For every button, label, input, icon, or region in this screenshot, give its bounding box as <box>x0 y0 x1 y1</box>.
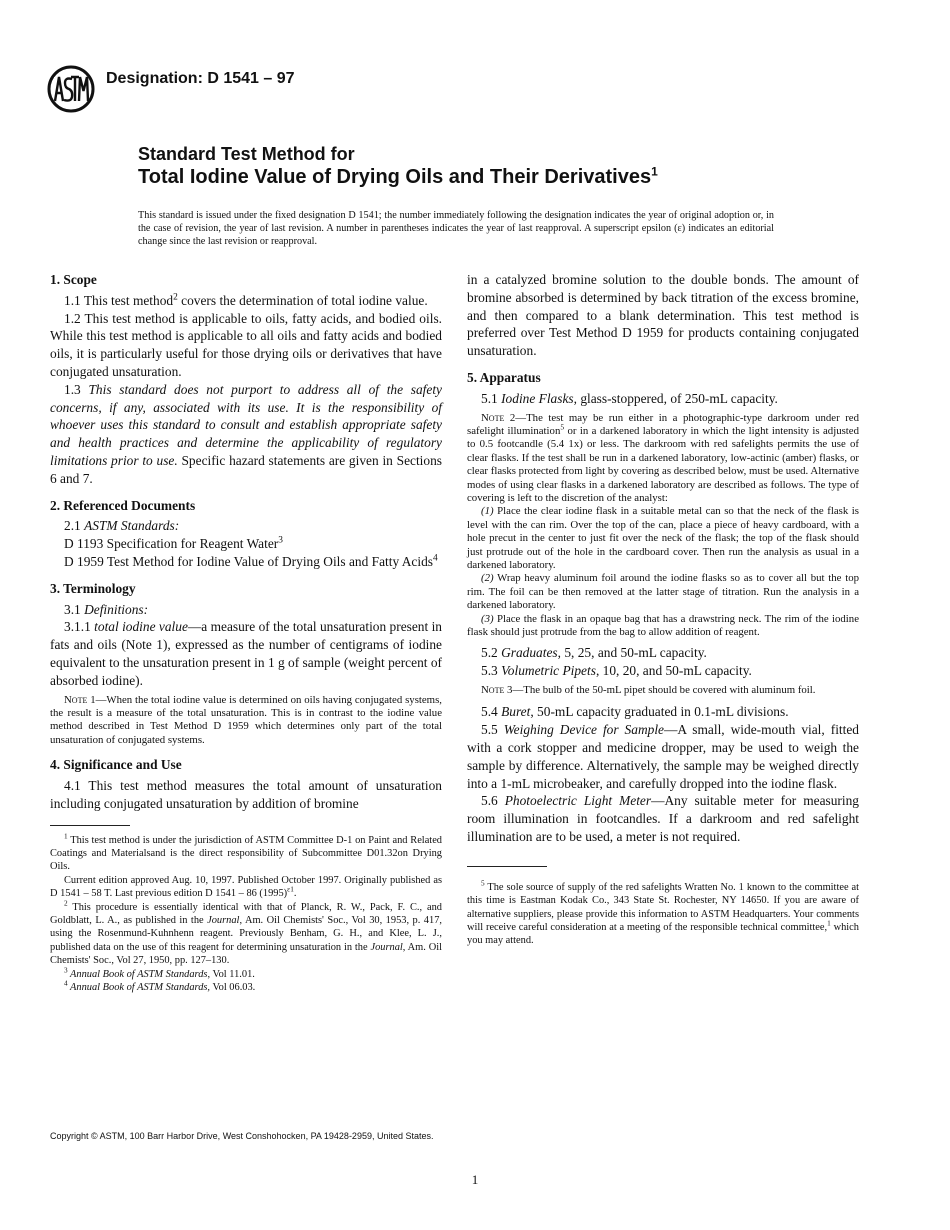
footnote-divider <box>50 825 130 826</box>
astm-logo-icon <box>46 64 96 114</box>
paragraph-3-1-1: 3.1.1 total iodine value—a measure of the total unsaturation present in fats and oils (Note 1), expressed as the number of centigrams of iodine equivalent to the unsaturation present in 1 g of sample (weight percent of absorbed iodine). <box>50 619 442 688</box>
standard-notice: This standard is issued under the fixed designation D 1541; the number immediately following the designation indicates the year of original adoption or, in the case of revision, the year of last revision. A number in parentheses indicates the year of last reapproval. A superscript epsilon (ε) indicates an editorial change since the last revision or reapproval. <box>138 210 774 247</box>
section-heading-scope: 1. Scope <box>50 272 97 287</box>
paragraph-4-1: 4.1 This test method measures the total amount of unsaturation including conjugated unsaturation by addition of bromine <box>50 777 442 811</box>
paragraph-5-4: 5.4 Buret, 50-mL capacity graduated in 0.1-mL divisions. <box>481 704 789 720</box>
paragraph-5-5: 5.5 Weighing Device for Sample—A small, wide-mouth vial, fitted with a cork stopper and medicine dropper, may be used to weigh the sample by difference. Alternatively, the sample may be weighed directly into a 1-mL microbeaker, and carefully dropped into the iodine flask. <box>467 722 859 791</box>
title-footnote-mark: 1 <box>651 164 658 179</box>
paragraph-4-1-continued: in a catalyzed bromine solution to the double bonds. The amount of bromine absorbed is determined by back titration of the excess bromine, and then compared to a blank determination. This test method is preferred over Test Method D 1959 for products containing conjugated unsaturation. <box>467 272 859 359</box>
section-heading-terminology: 3. Terminology <box>50 580 136 596</box>
copyright: Copyright © ASTM, 100 Barr Harbor Drive, West Conshohocken, PA 19428-2959, United States. <box>50 1131 434 1141</box>
note-1: Note 1—When the total iodine value is determined on oils having conjugated systems, the result is a measure of the total unsaturation. This is in contrast to the iodine value method described in Test Method D 1959 which determines only part of the total unsaturation of conjugated systems. <box>50 693 442 746</box>
paragraph-5-3: 5.3 Volumetric Pipets, 10, 20, and 50-mL capacity. <box>481 663 752 679</box>
footnote-3: $^3$ Annual Book of ASTM Standards, Vol 11.01. <box>64 966 255 980</box>
section-heading-apparatus: 5. Apparatus <box>467 369 541 385</box>
note-2: Note 2—The test may be run either in a photographic-type darkroom under red safelight illumination$^5$ or in a darkened laboratory in which the light intensity is adjusted to 0.5 footcandle (5.4 1x) or less. The darkroom with red safelights permits the use of clear flasks. If the test shall be run in a darkened laboratory, low-actinic (amber) flasks, or clear flasks protected from light by covering as described below, must be used. Alternative modes of using clear flasks in a darkened laboratory are described as follows. The type of covering is left to the discretion of the analyst: <box>467 411 859 505</box>
footnote-4: $^4$ Annual Book of ASTM Standards, Vol 06.03. <box>64 979 256 994</box>
paragraph-1-3: 1.3 This standard does not purport to address all of the safety concerns, if any, associated with its use. It is the responsibility of whoever uses this standard to consult and establish appropriate safety and health practices and determine the applicability of regulatory limitations prior to use. Specific hazard statements are given in Sections 6 and 7. <box>50 381 442 486</box>
note-3: Note 3—The bulb of the 50-mL pipet should be covered with aluminum foil. <box>481 684 816 697</box>
note-2-item-3: (3) Place the flask in an opaque bag that has a drawstring neck. The rim of the iodine flask should just protrude from the bag to allow addition of reagent. <box>467 612 859 639</box>
reference-d1193: D 1193 Specification for Reagent Water$^3$ <box>64 535 283 552</box>
title-line-2: Total Iodine Value of Drying Oils and Their Derivatives$^1$ <box>138 164 658 188</box>
paragraph-1-2: 1.2 This test method is applicable to oils, fatty acids, and bodied oils. While this test method is applicable to all oils and fatty acids and bodied oils, it is particularly useful for those drying oils or derivatives that have conjugated unsaturation. <box>50 310 442 379</box>
paragraph-5-2: 5.2 Graduates, 5, 25, and 50-mL capacity. <box>481 645 707 661</box>
paragraph-5-1: 5.1 Iodine Flasks, glass-stoppered, of 250-mL capacity. <box>481 390 778 406</box>
designation: Designation: D 1541 – 97 <box>106 70 295 87</box>
section-heading-referenced-documents: 2. Referenced Documents <box>50 497 196 513</box>
paragraph-5-6: 5.6 Photoelectric Light Meter—Any suitable meter for measuring room illumination in footcandles. If a darkroom and red safelight illumination are to be used, a meter is not required. <box>467 793 859 845</box>
footnote-divider-right <box>467 866 547 867</box>
note-2-item-2: (2) Wrap heavy aluminum foil around the iodine flasks so as to cover all but the top rim. The foil can be then removed at the latter stage of titration. Run the analysis in a darkened laboratory. <box>467 572 859 612</box>
reference-d1959: D 1959 Test Method for Iodine Value of Drying Oils and Fatty Acids$^4$ <box>64 553 438 569</box>
page-number: 1 <box>471 1172 479 1187</box>
right-column <box>467 271 859 948</box>
footnote-2: $^2$ This procedure is essentially identical with that of Planck, R. W., Pack, F. C., and Goldblatt, L. A., as published in the Journal, Am. Oil Chemists' Soc., Vol 30, 1953, p. 417, using the Rosenmund-Kuhnhenn reagent. Previously Benham, G. H., and Klee, L. J., published data on the use of this reagent for determining unsaturation in the Journal, Am. Oil Chemists' Soc., Vol 27, 1950, pp. 127–130. <box>50 899 442 967</box>
paragraph-3-1: 3.1 Definitions: <box>64 601 149 617</box>
footnote-5: $^5$ The sole source of supply of the red safelights Wratten No. 1 known to the committee at this time is Eastman Kodak Co., 343 State St. Rochester, NY 14650. If you are aware of alternative suppliers, please provide this information to ASTM Headquarters. Your comments will receive careful consideration at a meeting of the responsible technical committee,$^1$ which you may attend. <box>467 879 859 947</box>
title-line-1: Standard Test Method for <box>138 144 355 164</box>
left-column <box>50 271 442 994</box>
section-heading-significance: 4. Significance and Use <box>50 757 182 773</box>
note-2-item-1: (1) Place the clear iodine flask in a suitable metal can so that the neck of the flask is level with the can rim. Over the top of the can, place a piece of heavy cardboard, with a hole precut in the center to just fit over the neck of the flask; the top of the flask should just protrude out of the hole in the cardboard cover. Then run the analysis as usual in a darkened laboratory. <box>467 505 859 572</box>
paragraph-2-1: 2.1 ASTM Standards: <box>64 518 180 534</box>
footnote-1: $^1$ This test method is under the jurisdiction of ASTM Committee D-1 on Paint and Related Coatings and Materialsand is the direct responsibility of Subcommittee D01.32on Drying Oils. <box>50 832 442 873</box>
footnote-1-edition: Current edition approved Aug. 10, 1997. Published October 1997. Originally published as D 1541 – 58 T. Last previous edition D 1541 – 86 $(1995)^{\varepsilon 1}$. <box>50 874 442 900</box>
paragraph-1-1: 1.1 This test method$^2$ covers the determination of total iodine value. <box>64 292 428 308</box>
